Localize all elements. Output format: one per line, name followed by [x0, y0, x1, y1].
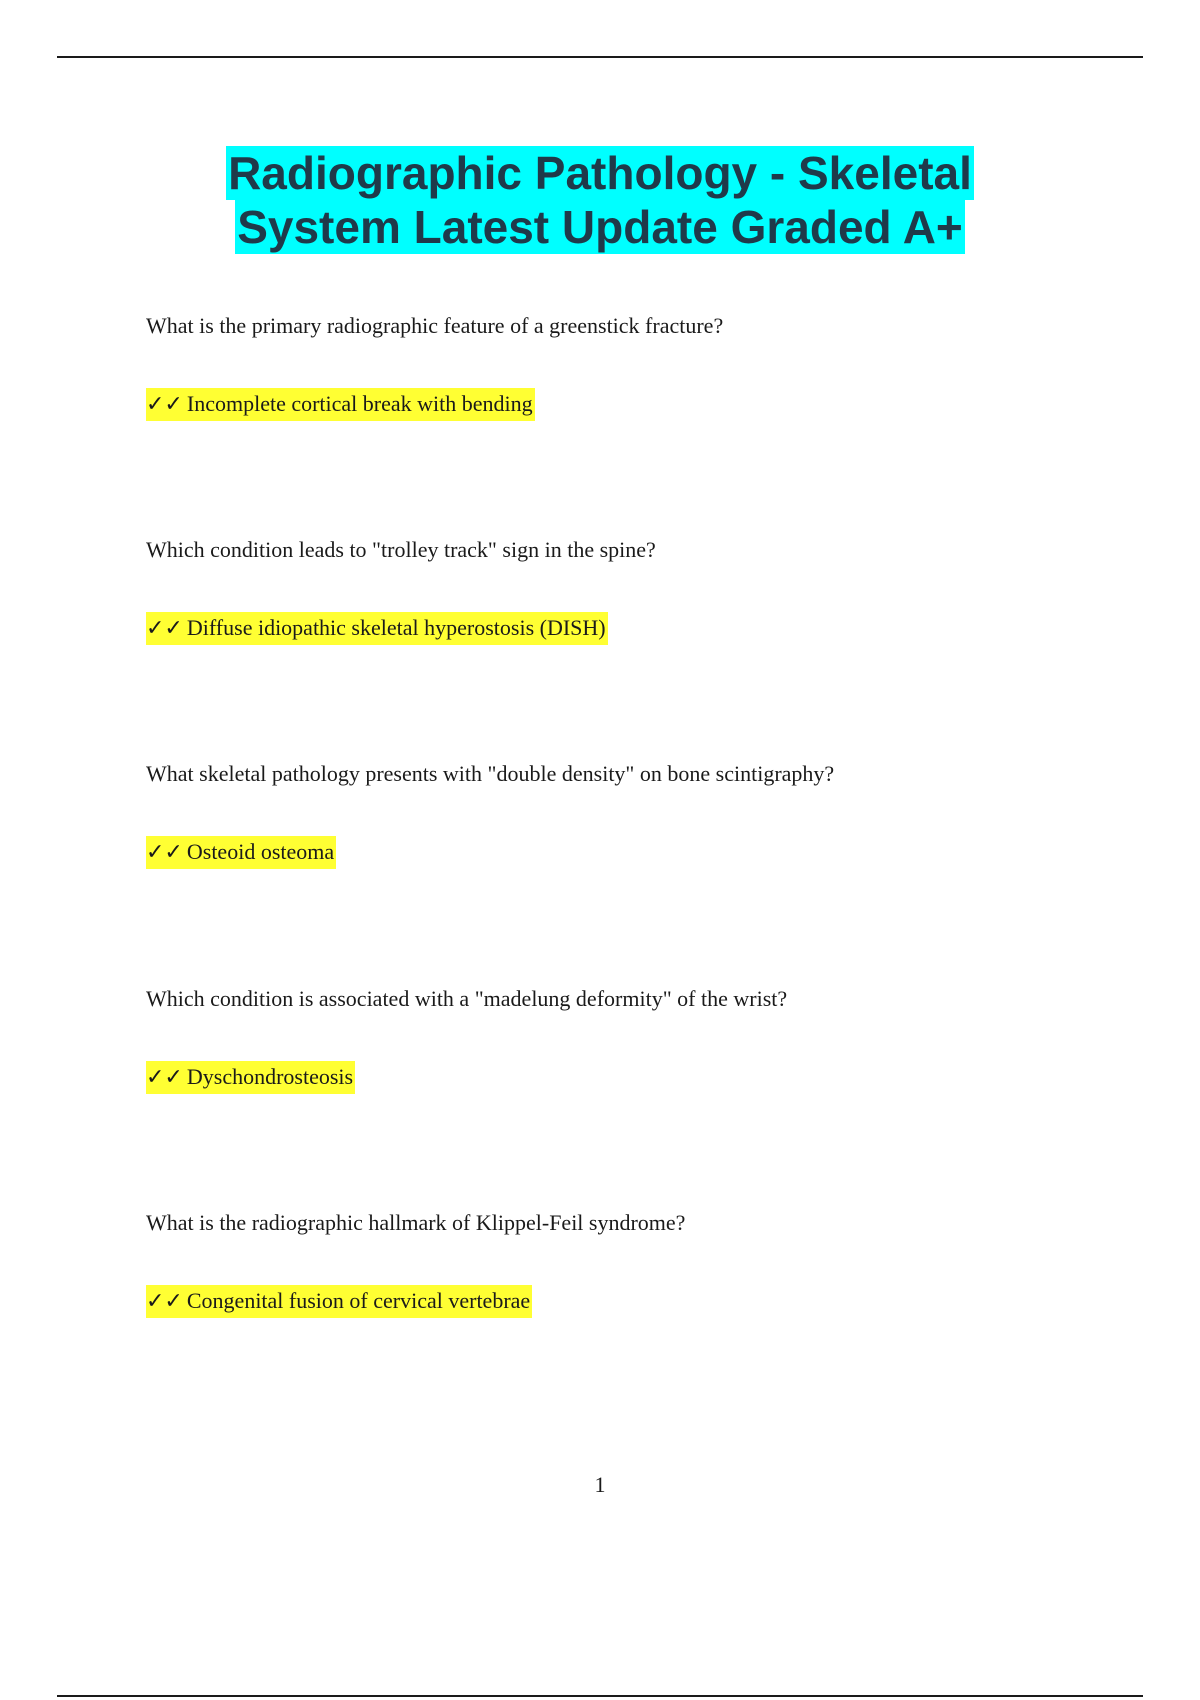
document-title: [0, 146, 1200, 254]
double-check-icon: ✓✓: [146, 1289, 183, 1314]
double-check-icon: ✓✓: [146, 1065, 183, 1090]
answer-highlight: [146, 836, 336, 869]
qa-item-4: [146, 985, 1096, 1094]
double-check-icon: ✓✓: [146, 616, 183, 641]
answer-text: Congenital fusion of cervical vertebrae: [186, 1288, 531, 1313]
question-text: What skeletal pathology presents with "double density" on bone scintigraphy?: [146, 761, 835, 786]
top-rule: [57, 56, 1143, 58]
qa-item-5: [146, 1209, 1096, 1318]
answer-text: Incomplete cortical break with bending: [186, 391, 533, 416]
answer-highlight: [146, 1061, 355, 1094]
answer-highlight: [146, 1285, 532, 1318]
title-line-1: Radiographic Pathology - Skeletal: [228, 147, 972, 199]
question-text: What is the radiographic hallmark of Klippel-Feil syndrome?: [146, 1210, 686, 1235]
question-text: Which condition is associated with a "madelung deformity" of the wrist?: [146, 986, 788, 1011]
answer-text: Dyschondrosteosis: [186, 1064, 354, 1089]
double-check-icon: ✓✓: [146, 840, 183, 865]
answer-highlight: [146, 612, 608, 645]
answer-highlight: [146, 388, 535, 421]
question-text: Which condition leads to "trolley track" sign in the spine?: [146, 537, 656, 562]
title-line-2: System Latest Update Graded A+: [237, 201, 963, 253]
answer-text: Diffuse idiopathic skeletal hyperostosis (DISH): [186, 615, 606, 640]
qa-item-1: [146, 312, 1096, 421]
answer-text: Osteoid osteoma: [186, 839, 335, 864]
qa-item-2: [146, 536, 1096, 645]
bottom-rule: [57, 1695, 1143, 1697]
page-number: 1: [594, 1472, 606, 1497]
question-text: What is the primary radiographic feature of a greenstick fracture?: [146, 313, 724, 338]
double-check-icon: ✓✓: [146, 392, 183, 417]
qa-item-3: [146, 760, 1096, 869]
